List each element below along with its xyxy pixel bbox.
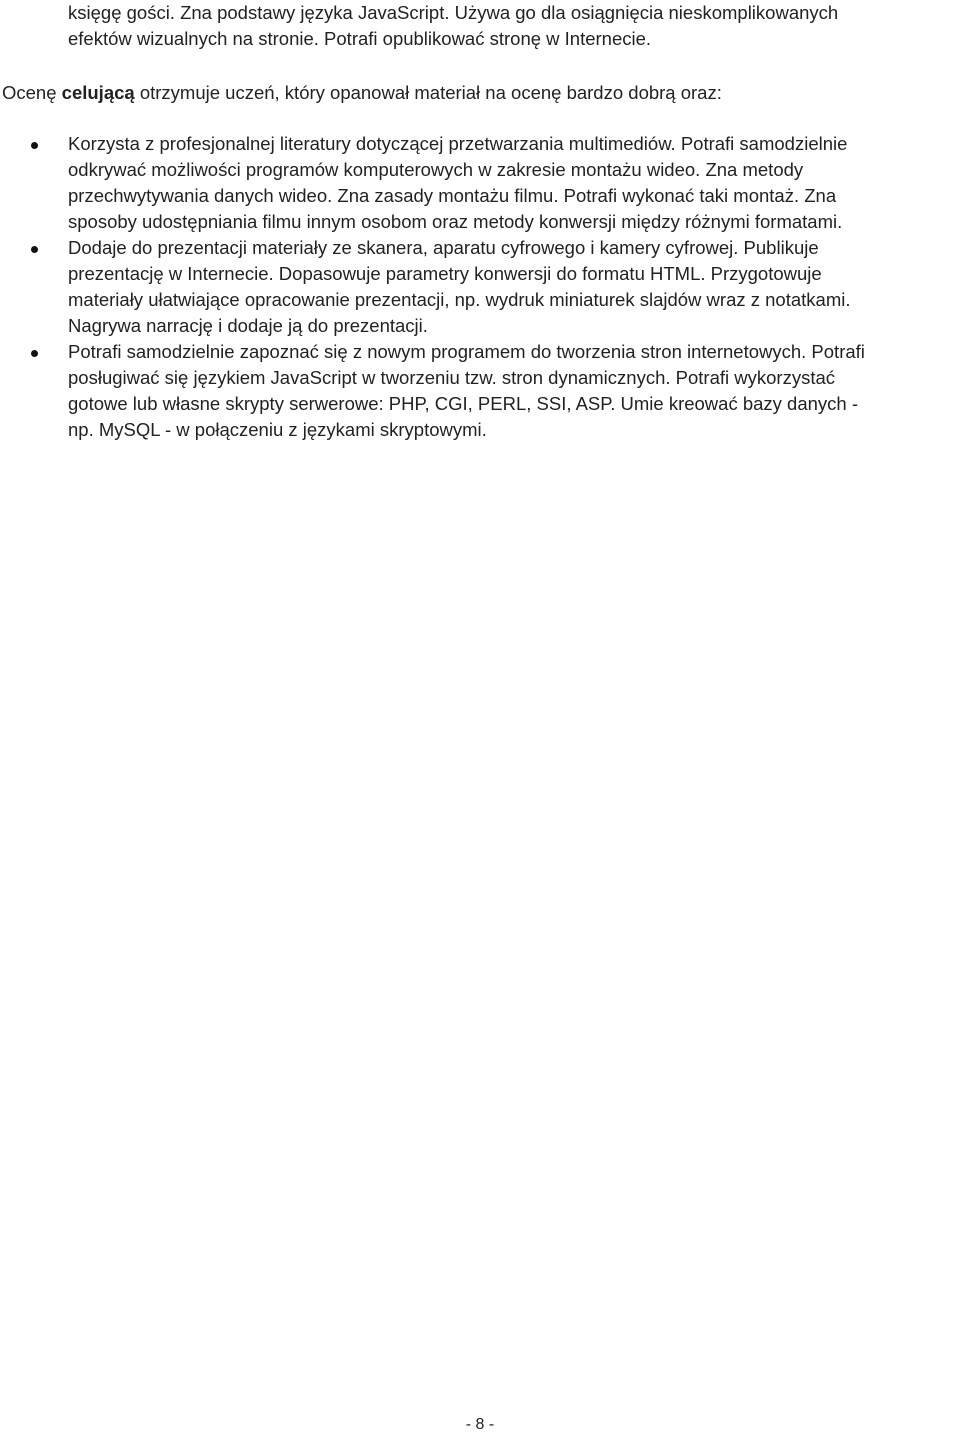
grade-intro-paragraph	[2, 80, 942, 106]
bullet-icon	[31, 246, 38, 253]
intro-grade-bold: celującą	[61, 82, 135, 103]
text-line: sposoby udostępniania filmu innym osobom oraz metody konwersji między różnymi formatami.	[68, 211, 843, 232]
continuation-paragraph	[68, 0, 953, 52]
page-number: - 8 -	[465, 1416, 495, 1433]
intro-suffix: otrzymuje uczeń, który opanował materiał na ocenę bardzo dobrą oraz:	[134, 82, 722, 103]
text-line: materiały ułatwiające opracowanie prezentacji, np. wydruk miniaturek slajdów wraz z notatkami.	[68, 289, 851, 310]
text-line: posługiwać się językiem JavaScript w tworzeniu tzw. stron dynamicznych. Potrafi wykorzystać	[68, 367, 835, 388]
text-line: księgę gości. Zna podstawy języka JavaScript. Używa go dla osiągnięcia nieskomplikowanych	[68, 2, 839, 23]
text-line: np. MySQL - w połączeniu z językami skryptowymi.	[68, 419, 487, 440]
list-item	[68, 235, 953, 339]
text-line: Potrafi samodzielnie zapoznać się z nowym programem do tworzenia stron internetowych. Potrafi	[68, 341, 865, 362]
bullet-icon	[31, 350, 38, 357]
list-item	[68, 131, 953, 235]
text-line: Dodaje do prezentacji materiały ze skanera, aparatu cyfrowego i kamery cyfrowej. Publikuje	[68, 237, 819, 258]
text-line: efektów wizualnych na stronie. Potrafi opublikować stronę w Internecie.	[68, 28, 652, 49]
text-line: przechwytywania danych wideo. Zna zasady montażu filmu. Potrafi wykonać taki montaż. Zna	[68, 185, 837, 206]
text-line: odkrywać możliwości programów komputerowych w zakresie montażu wideo. Zna metody	[68, 159, 804, 180]
bullet-icon	[31, 142, 38, 149]
list-item	[68, 339, 953, 443]
text-line: Korzysta z profesjonalnej literatury dotyczącej przetwarzania multimediów. Potrafi samodzielnie	[68, 133, 848, 154]
requirements-list	[68, 131, 953, 443]
text-line: gotowe lub własne skrypty serwerowe: PHP, CGI, PERL, SSI, ASP. Umie kreować bazy danych -	[68, 393, 859, 414]
text-line: Nagrywa narrację i dodaje ją do prezentacji.	[68, 315, 428, 336]
text-line: prezentację w Internecie. Dopasowuje parametry konwersji do formatu HTML. Przygotowuje	[68, 263, 822, 284]
intro-prefix: Ocenę	[2, 82, 62, 103]
